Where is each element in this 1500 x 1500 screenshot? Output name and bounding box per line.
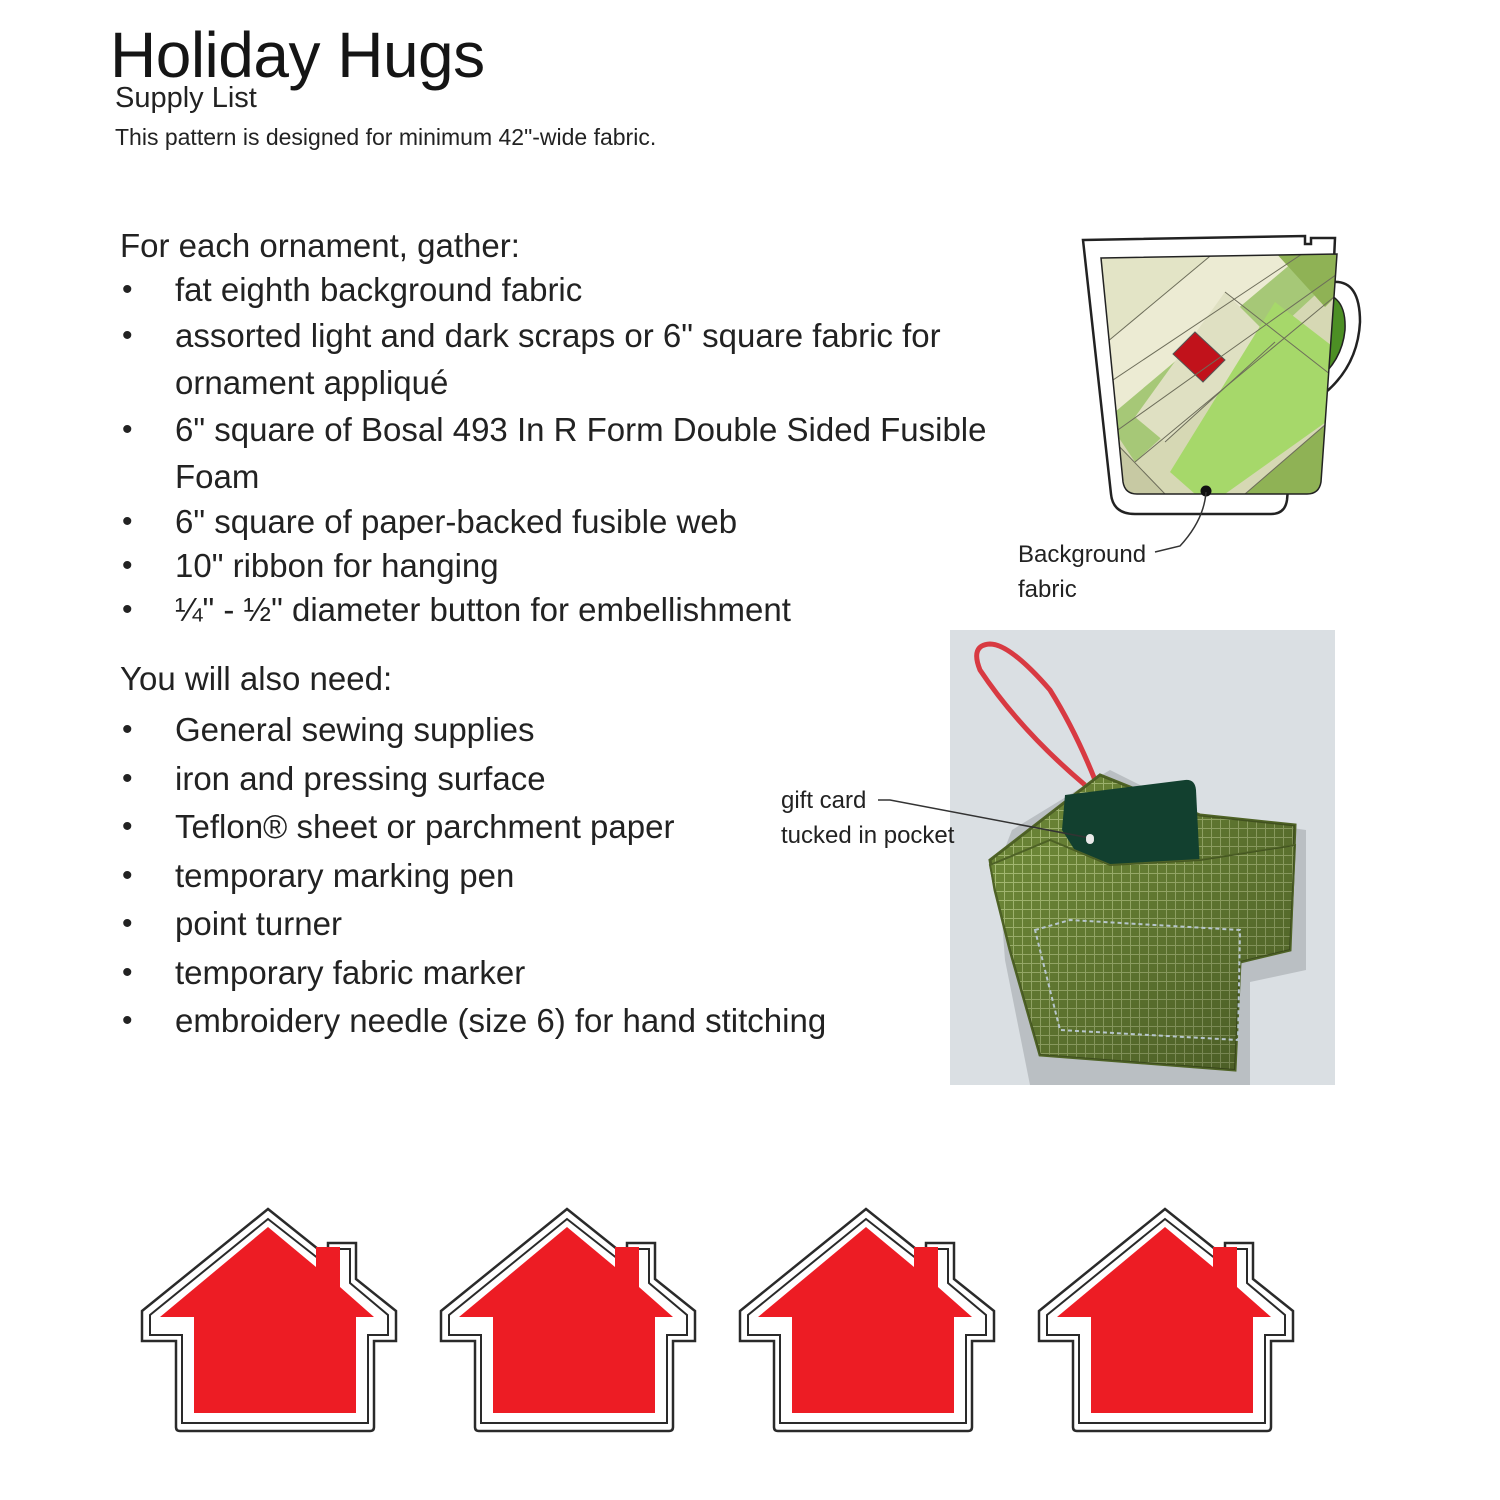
list-item: • ¼" - ½" diameter button for embellishment — [120, 588, 990, 632]
mug-callout-line — [1150, 490, 1220, 560]
mug-callout-label — [1018, 537, 1146, 607]
list-item: • 6" square of paper-backed fusible web — [120, 500, 990, 544]
house-icon — [437, 1205, 697, 1435]
photo-callout-label — [781, 783, 954, 853]
list-item: • embroidery needle (size 6) for hand stitching — [120, 997, 920, 1046]
fabric-width-note: This pattern is designed for minimum 42"-wide fabric. — [115, 124, 657, 150]
page-title: Holiday Hugs — [110, 19, 485, 91]
callout-text: tucked in pocket — [781, 822, 955, 849]
also-need-list — [120, 706, 920, 1046]
callout-text: Background — [1018, 541, 1147, 568]
list-item: • 10" ribbon for hanging — [120, 544, 990, 588]
list-item: • fat eighth background fabric — [120, 268, 990, 312]
list-item: • assorted light and dark scraps or 6" square fabric for ornament appliqué — [120, 312, 990, 406]
list-item: • temporary fabric marker — [120, 949, 920, 998]
list-item: • Teflon® sheet or parchment paper — [120, 803, 920, 852]
also-need-heading: You will also need: — [120, 660, 393, 697]
house-icon — [138, 1205, 398, 1435]
list-item: • iron and pressing surface — [120, 755, 920, 804]
page-subtitle: Supply List — [115, 82, 257, 114]
callout-text: fabric — [1018, 576, 1077, 603]
list-item: • 6" square of Bosal 493 In R Form Double Sided Fusible Foam — [120, 406, 990, 500]
house-icon — [736, 1205, 996, 1435]
list-item: • point turner — [120, 900, 920, 949]
ornament-photo — [950, 630, 1335, 1085]
mug-diagram — [1075, 232, 1375, 522]
list-item: • General sewing supplies — [120, 706, 920, 755]
callout-text: gift card — [781, 787, 867, 814]
gather-list — [120, 268, 990, 632]
list-item: • temporary marking pen — [120, 852, 920, 901]
house-icon — [1035, 1205, 1295, 1435]
gather-heading: For each ornament, gather: — [120, 227, 520, 264]
